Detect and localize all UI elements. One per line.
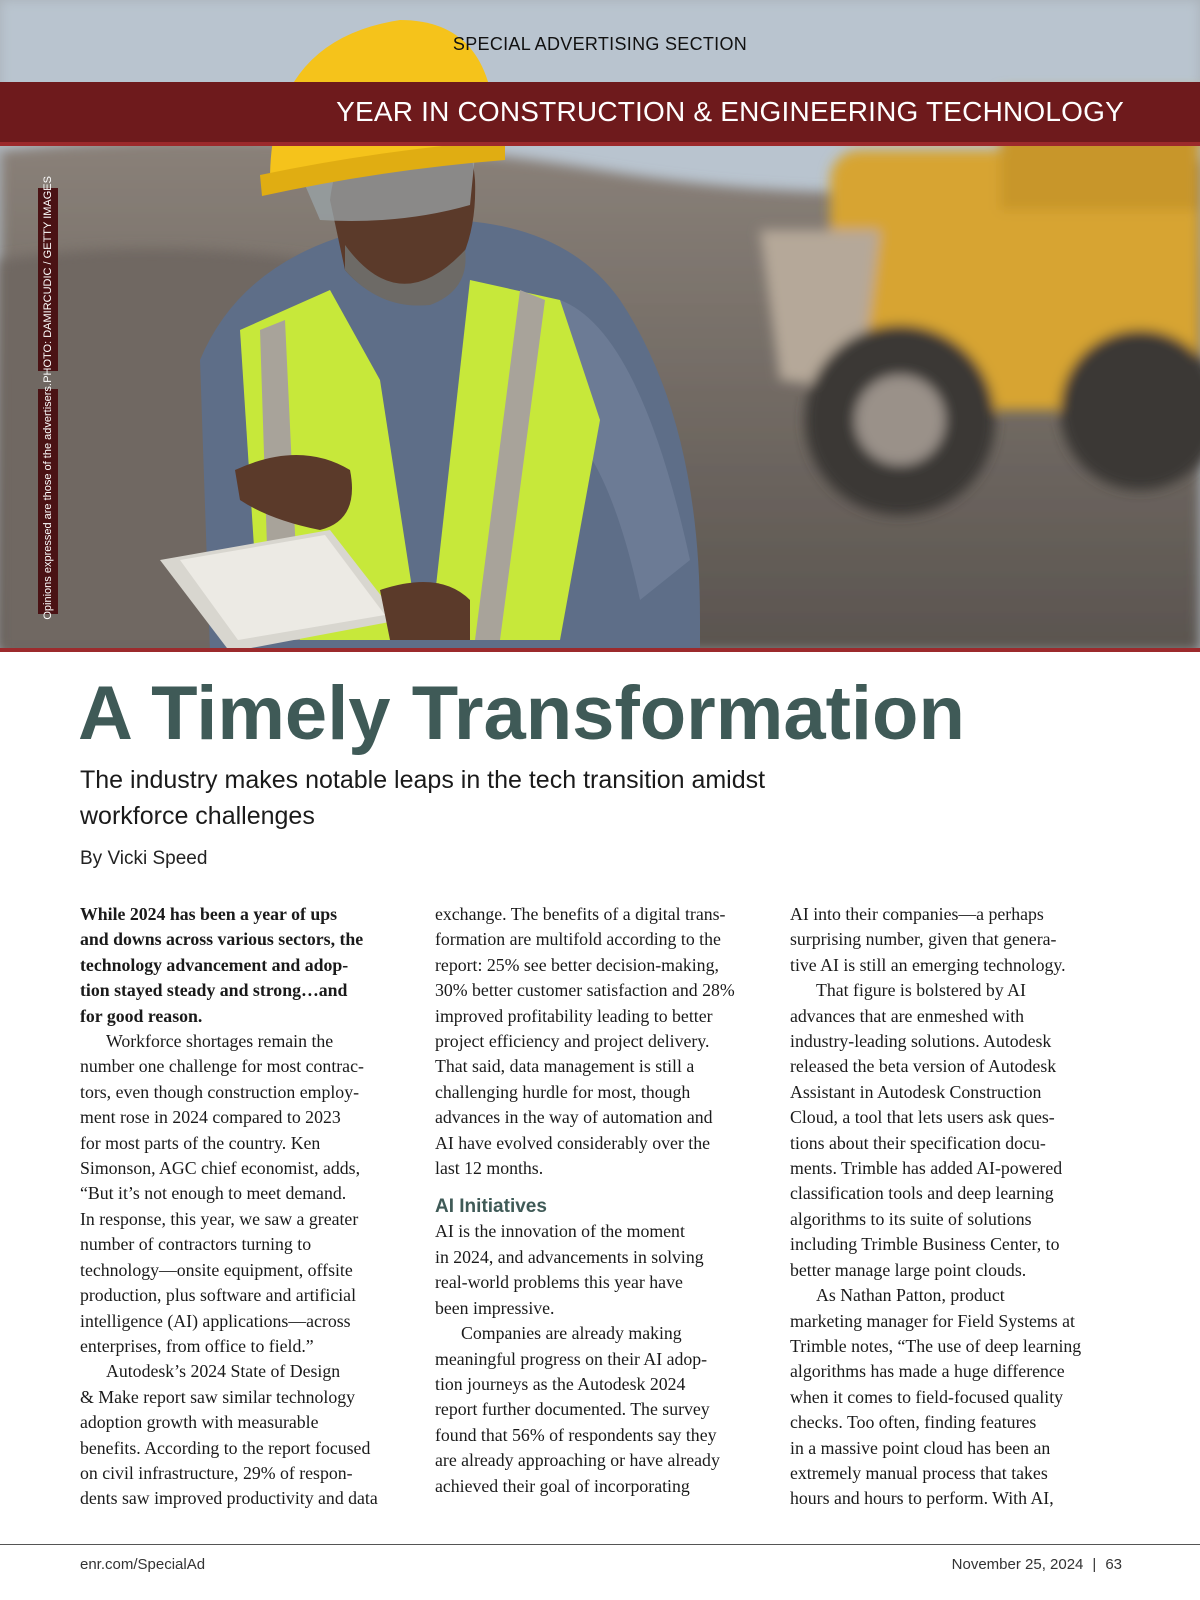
body-text-line: tive AI is still an emerging technology. <box>790 954 1066 975</box>
special-advertising-label: SPECIAL ADVERTISING SECTION <box>452 34 748 54</box>
body-text-line: ment rose in 2024 compared to 2023 <box>80 1107 341 1128</box>
body-text-line: Autodesk’s 2024 State of Design <box>106 1361 341 1382</box>
body-text-line: intelligence (AI) applications—across <box>80 1310 351 1331</box>
article-column-3 <box>790 902 1120 1512</box>
lead-paragraph-line: and downs across various sectors, the <box>80 929 364 950</box>
section-subhead: AI Initiatives <box>435 1196 547 1218</box>
body-text-line: AI is the innovation of the moment <box>435 1221 685 1242</box>
body-text-line: tors, even though construction employ- <box>80 1081 360 1102</box>
body-text-line: Companies are already making <box>461 1323 682 1344</box>
body-text-line: “But it’s not enough to meet demand. <box>80 1183 347 1204</box>
body-text-line: number one challenge for most contrac- <box>80 1056 364 1077</box>
lead-paragraph-line: for good reason. <box>80 1005 203 1026</box>
body-text-line: real-world problems this year have <box>435 1272 683 1293</box>
body-text-line: improved profitability leading to better <box>435 1005 713 1026</box>
body-text-line: dents saw improved productivity and data <box>80 1488 378 1509</box>
body-text-line: report further documented. The survey <box>435 1399 710 1420</box>
body-text-line: marketing manager for Field Systems at <box>790 1310 1075 1331</box>
body-text-line: industry-leading solutions. Autodesk <box>790 1031 1052 1052</box>
body-text-line: checks. Too often, finding features <box>790 1412 1037 1433</box>
body-text-line: are already approaching or have already <box>435 1450 720 1471</box>
body-text-line: project efficiency and project delivery. <box>435 1031 710 1052</box>
body-text-line: Assistant in Autodesk Construction <box>790 1081 1042 1102</box>
byline: By Vicki Speed <box>80 848 208 869</box>
body-text-line: last 12 months. <box>435 1158 544 1179</box>
body-text-line: in 2024, and advancements in solving <box>435 1246 704 1267</box>
body-text-line: production, plus software and artificial <box>80 1285 357 1306</box>
article-title: A Timely Transformation <box>78 671 965 756</box>
body-text-line: & Make report saw similar technology <box>80 1386 356 1407</box>
body-text-line: AI into their companies—a perhaps <box>790 904 1044 924</box>
body-text-line: for most parts of the country. Ken <box>80 1132 321 1153</box>
body-text-line: As Nathan Patton, product <box>816 1285 1005 1306</box>
footer-rule <box>0 1544 1200 1545</box>
issue-date: November 25, 2024 <box>951 1556 1084 1573</box>
body-text-line: That figure is bolstered by AI <box>816 980 1026 1001</box>
body-text-line: meaningful progress on their AI adop- <box>435 1348 708 1369</box>
body-text-line: Trimble notes, “The use of deep learning <box>790 1335 1082 1356</box>
article-column-2 <box>435 902 765 1499</box>
deck-line: The industry makes notable leaps in the tech transition amidst <box>80 766 766 794</box>
hero-bottom-rule <box>0 648 1200 652</box>
body-text-line: hours and hours to perform. With AI, <box>790 1488 1054 1509</box>
body-text-line: tions about their specification docu- <box>790 1132 1046 1153</box>
body-text-line: extremely manual process that takes <box>790 1462 1048 1483</box>
body-text-line: 30% better customer satisfaction and 28% <box>435 980 735 1001</box>
section-banner <box>0 82 1200 146</box>
body-text-line: classification tools and deep learning <box>790 1183 1054 1204</box>
body-text-line: report: 25% see better decision-making, <box>435 954 719 975</box>
advertiser-disclaimer-text: Opinions expressed are those of the advertisers. <box>42 383 54 620</box>
body-text-line: achieved their goal of incorporating <box>435 1475 690 1496</box>
body-text-line: In response, this year, we saw a greater <box>80 1208 359 1229</box>
body-text-line: adoption growth with measurable <box>80 1412 319 1433</box>
lead-paragraph-line: While 2024 has been a year of ups <box>80 904 338 924</box>
body-text-line: surprising number, given that genera- <box>790 929 1057 950</box>
body-text-line: Simonson, AGC chief economist, adds, <box>80 1158 361 1179</box>
footer-folio <box>952 1556 1122 1573</box>
body-text-line: tion journeys as the Autodesk 2024 <box>435 1373 686 1394</box>
page-number: 63 <box>1105 1556 1122 1573</box>
advertiser-disclaimer <box>38 383 58 620</box>
body-text-line: exchange. The benefits of a digital trans- <box>435 904 726 924</box>
body-text-line: challenging hurdle for most, though <box>435 1081 691 1102</box>
body-text-line: formation are multifold according to the <box>435 929 721 950</box>
body-text-line: released the beta version of Autodesk <box>790 1056 1057 1077</box>
body-text-line: Cloud, a tool that lets users ask ques- <box>790 1107 1055 1128</box>
body-text-line: in a massive point cloud has been an <box>790 1437 1051 1458</box>
body-text-line: including Trimble Business Center, to <box>790 1234 1060 1255</box>
photo-credit-text: PHOTO: DAMIRCUDIC / GETTY IMAGES <box>42 176 54 383</box>
section-title: YEAR IN CONSTRUCTION & ENGINEERING TECHNOLOGY <box>336 96 1124 127</box>
article-column-1 <box>80 902 410 1512</box>
body-text-line: number of contractors turning to <box>80 1234 312 1255</box>
body-text-line: That said, data management is still a <box>435 1056 695 1077</box>
body-text-line: algorithms to its suite of solutions <box>790 1208 1032 1229</box>
body-text-line: on civil infrastructure, 29% of respon- <box>80 1462 353 1483</box>
deck-line: workforce challenges <box>80 802 315 830</box>
body-text-line: better manage large point clouds. <box>790 1259 1027 1280</box>
body-text-line: technology—onsite equipment, offsite <box>80 1259 353 1280</box>
article-deck <box>80 762 940 834</box>
photo-credit <box>38 176 58 383</box>
folio-separator: | <box>1092 1556 1097 1573</box>
body-text-line: advances in the way of automation and <box>435 1107 713 1128</box>
lead-paragraph-line: tion stayed steady and strong…and <box>80 980 348 1001</box>
body-text-line: Workforce shortages remain the <box>106 1031 334 1052</box>
body-text-line: AI have evolved considerably over the <box>435 1132 711 1153</box>
body-text-line: found that 56% of respondents say they <box>435 1424 717 1445</box>
body-text-line: been impressive. <box>435 1297 555 1318</box>
footer-url[interactable]: enr.com/SpecialAd <box>80 1556 206 1573</box>
body-text-line: when it comes to field-focused quality <box>790 1386 1064 1407</box>
body-text-line: enterprises, from office to field.” <box>80 1335 314 1356</box>
body-text-line: algorithms has made a huge difference <box>790 1361 1065 1382</box>
hero-photo <box>0 0 1200 652</box>
lead-paragraph-line: technology advancement and adop- <box>80 954 349 975</box>
body-text-line: benefits. According to the report focused <box>80 1437 371 1458</box>
body-text-line: advances that are enmeshed with <box>790 1005 1025 1026</box>
body-text-line: ments. Trimble has added AI-powered <box>790 1158 1063 1179</box>
